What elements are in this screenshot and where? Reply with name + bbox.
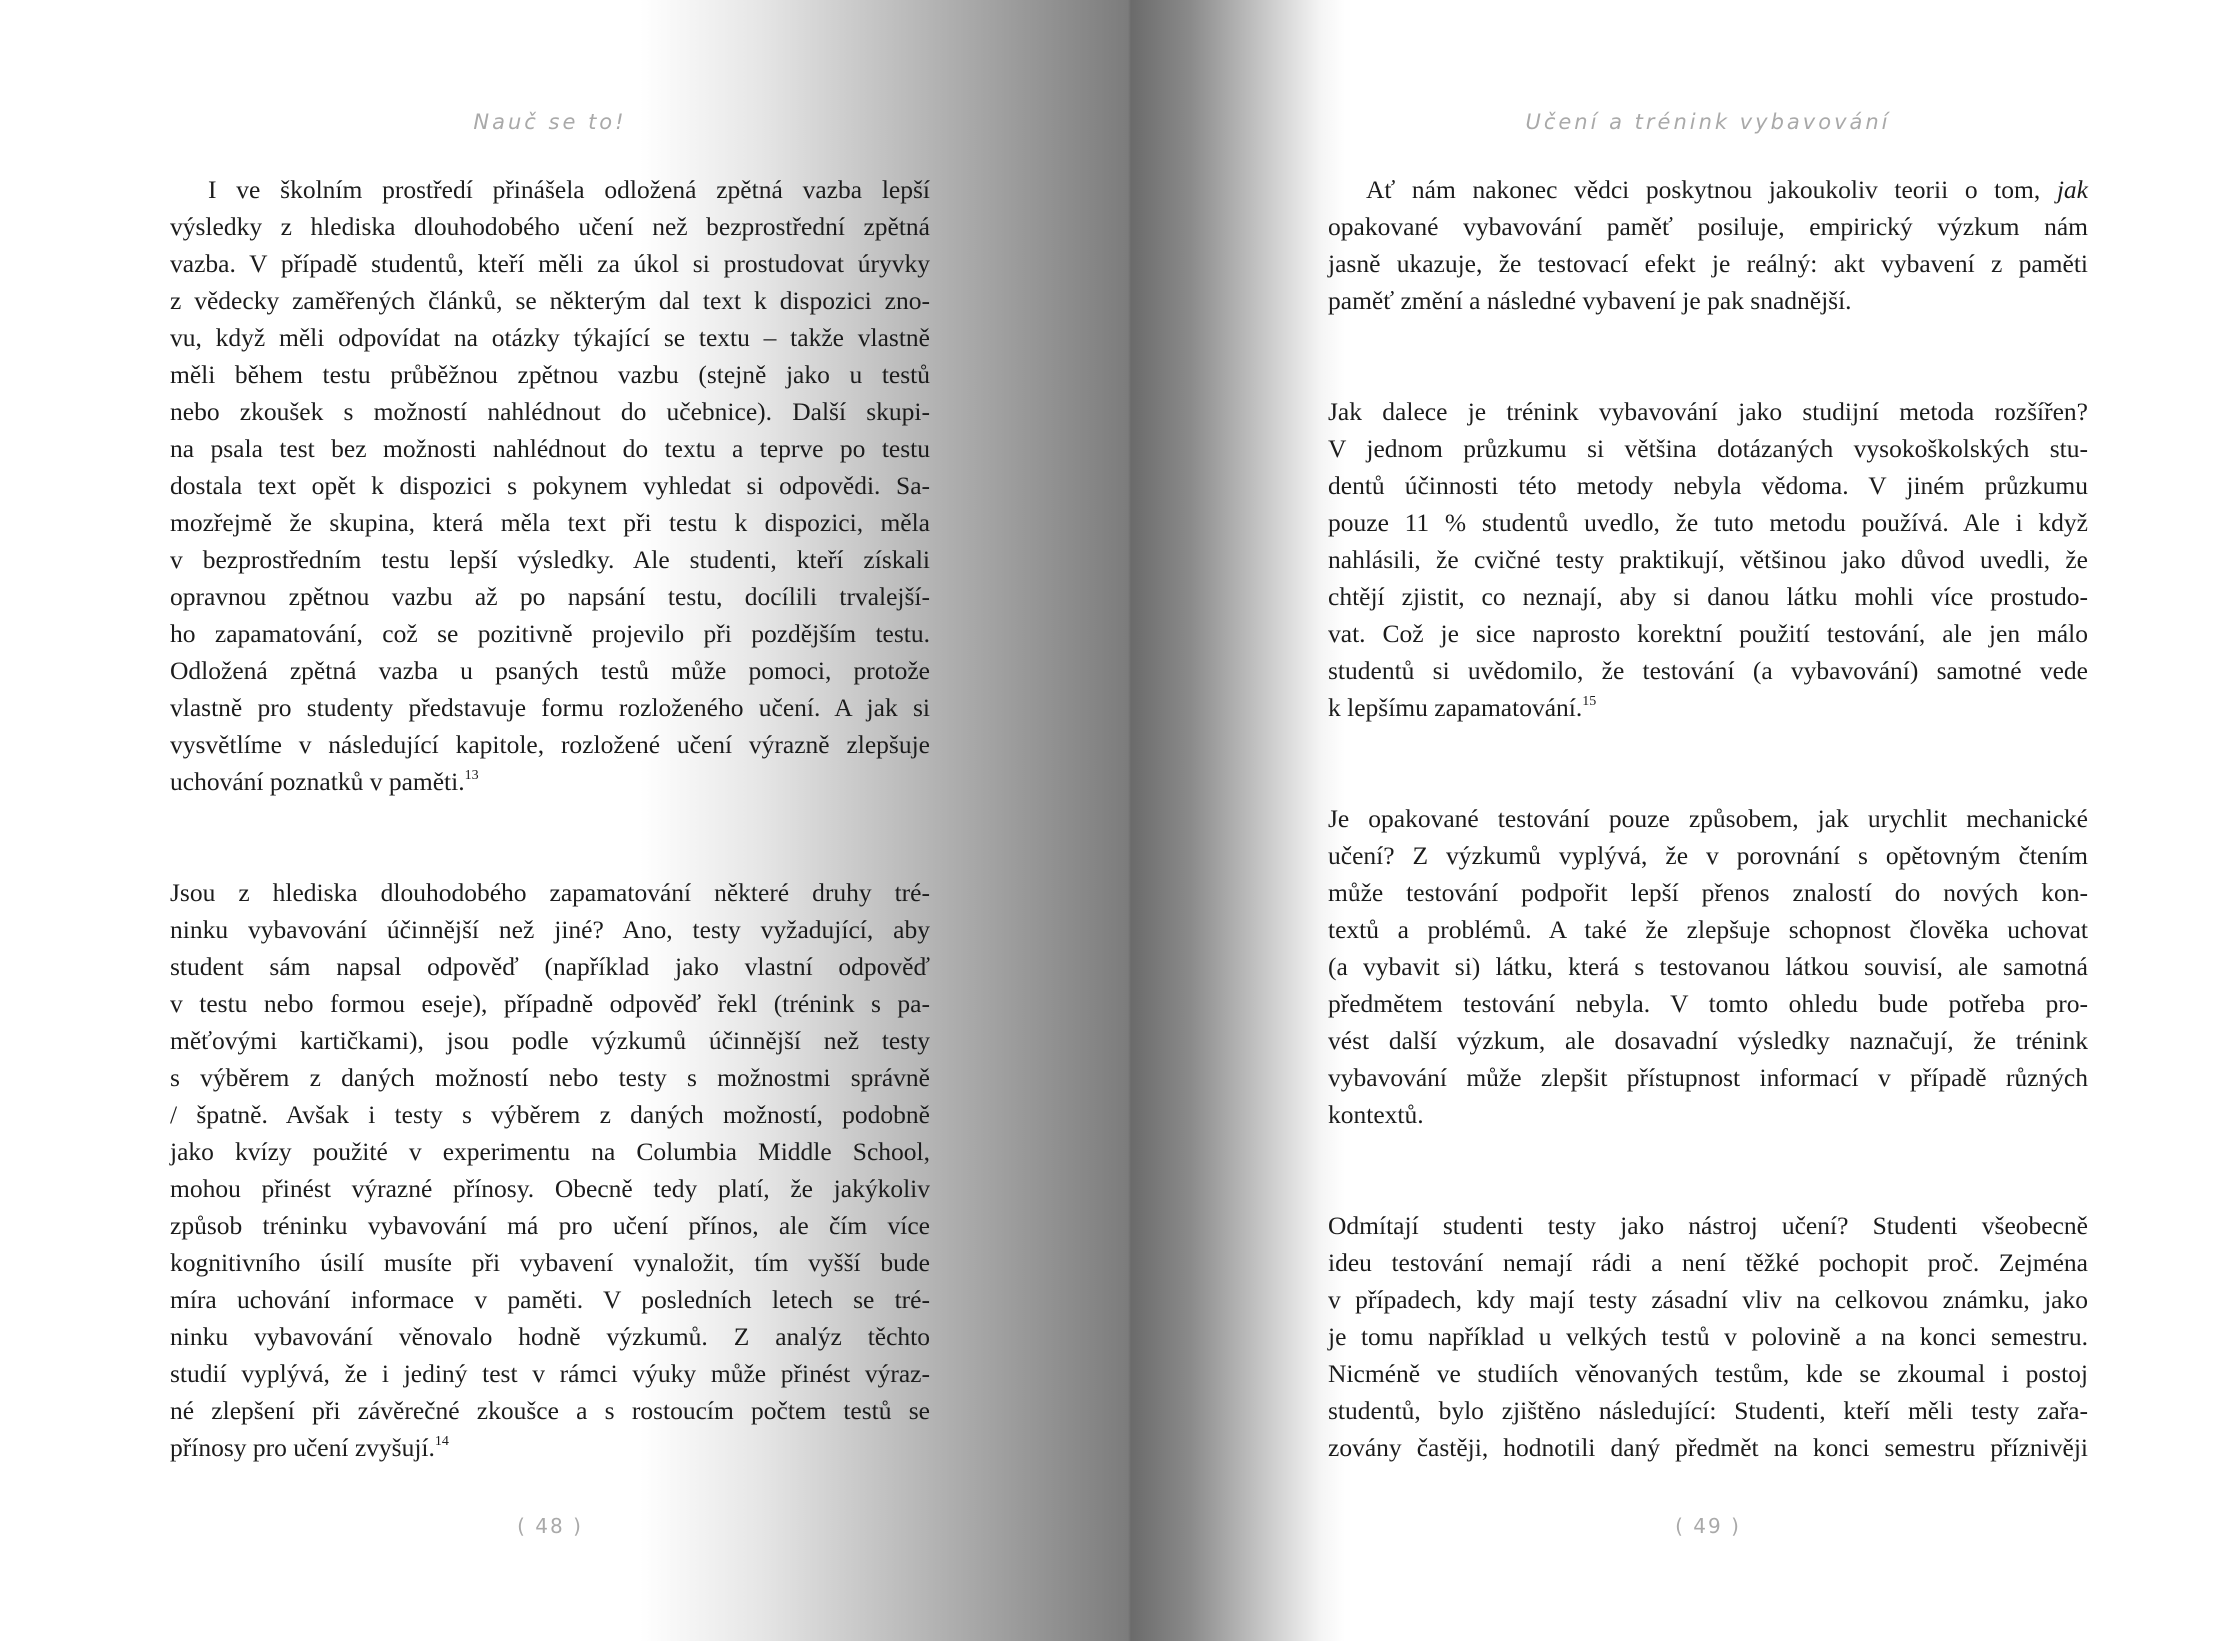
text-line: / špatně. Avšak i testy s výběrem z daných možností, podobně [170,1100,930,1129]
paragraph-gap [170,800,930,837]
text-line: vysvětlíme v následující kapitole, rozložené učení výrazně zlepšuje [170,730,930,759]
text-line: na psala test bez možnosti nahlédnout do textu a teprve po testu [170,434,930,463]
text-line: Nicméně ve studiích věnovaných testům, kde se zkoumal i postoj [1328,1359,2088,1388]
page-body [170,171,930,1466]
paragraph-gap [170,837,930,874]
text-line: může testování podpořit lepší přenos znalostí do nových kon- [1328,878,2088,907]
text-line: ninku vybavování věnovalo hodně výzkumů. Z analýz těchto [170,1322,930,1351]
text-line: učení? Z výzkumů vyplývá, že v porovnání s opětovným čtením [1328,841,2088,870]
paragraph [1328,800,2088,1133]
text-line: (a vybavit si) látku, která s testovanou látkou souvisí, ale samotná [1328,952,2088,981]
paragraph [1328,1207,2088,1466]
footnote-reference: 13 [464,768,479,783]
text-line: chtějí zjistit, co neznají, aby si danou látku mohli více prostudo- [1328,582,2088,611]
text-line: uchování poznatků v paměti.$^{13}$ [170,767,479,796]
text-line: předmětem testování nebyla. V tomto ohledu bude potřeba pro- [1328,989,2088,1018]
running-head: Učení a trénink vybavování [1525,110,1891,134]
text-line: studií vyplývá, že i jediný test v rámci výuky může přinést výraz- [170,1359,930,1388]
italic-emphasis: jak [2056,175,2088,204]
page-body [1328,171,2088,1466]
paragraph [1328,171,2088,319]
text-line: z vědecky zaměřených článků, se některým dal text k dispozici zno- [170,286,930,315]
text-line: nebo zkoušek s možností nahlédnout do učebnice). Další skupi- [170,397,930,426]
text-line: mozřejmě že skupina, která měla text při testu k dispozici, měla [170,508,930,537]
paragraph-gap [1328,726,2088,763]
paragraph-gap [1328,1133,2088,1170]
paragraph [170,171,930,800]
text-line: přínosy pro učení zvyšují.$^{14}$ [170,1433,449,1462]
text-line: jasně ukazuje, že testovací efekt je reálný: akt vybavení z paměti [1328,249,2088,278]
text-line: opravnou zpětnou vazbu až po napsání testu, docílili trvalejší- [170,582,930,611]
text-line: vat. Což je sice naprosto korektní použití testování, ale jen málo [1328,619,2088,648]
text-line: v bezprostředním testu lepší výsledky. Ale studenti, kteří získali [170,545,930,574]
text-line: vlastně pro studenty představuje formu rozloženého učení. A jak si [170,693,930,722]
paragraph-gap [1328,1170,2088,1207]
text-line: nahlásili, že cvičné testy praktikují, většinou jako důvod uvedli, že [1328,545,2088,574]
text-line: Je opakované testování pouze způsobem, jak urychlit mechanické [1328,804,2088,833]
text-line: textů a problémů. A také že zlepšuje schopnost člověka uchovat [1328,915,2088,944]
paragraph-gap [1328,763,2088,800]
text-line: měli během testu průběžnou zpětnou vazbu (stejně jako u testů [170,360,930,389]
text-line: V jednom průzkumu si většina dotázaných vysokoškolských stu- [1328,434,2088,463]
footnote-reference: 15 [1582,694,1597,709]
text-line: vazba. V případě studentů, kteří měli za úkol si prostudovat úryvky [170,249,930,278]
text-line: studentů, bylo zjištěno následující: Studenti, kteří měli testy zařa- [1328,1396,2088,1425]
footnote-reference: 14 [434,1434,449,1449]
text-line: ho zapamatování, což se pozitivně projevilo při pozdějším testu. [170,619,930,648]
text-line: vu, když měli odpovídat na otázky týkající se textu – takže vlastně [170,323,930,352]
text-line: ideu testování nemají rádi a není těžké pochopit proč. Zejména [1328,1248,2088,1277]
text-line: kontextů. [1328,1100,1424,1129]
paragraph [1328,393,2088,726]
right-page [1328,0,2088,1641]
text-line: pouze 11 % studentů uvedlo, že tuto metodu používá. Ale i když [1328,508,2088,537]
text-line: Odložená zpětná vazba u psaných testů může pomoci, protože [170,656,930,685]
text-line: Jak dalece je trénink vybavování jako studijní metoda rozšířen? [1328,397,2088,426]
text-line: dentů účinnosti této metody nebyla vědoma. V jiném průzkumu [1328,471,2088,500]
paragraph [170,874,930,1466]
text-line: zovány častěji, hodnotili daný předmět na konci semestru příznivěji [1328,1433,2088,1462]
text-line: k lepšímu zapamatování.$^{15}$ [1328,693,1597,722]
text-line: Jsou z hlediska dlouhodobého zapamatování některé druhy tré- [170,878,930,907]
left-page [170,0,930,1641]
text-line: způsob tréninku vybavování má pro učení přínos, ale čím více [170,1211,930,1240]
page-number: ( 48 ) [517,1514,583,1538]
running-head: Nauč se to! [473,110,627,134]
text-line: né zlepšení při závěrečné zkoušce a s rostoucím počtem testů se [170,1396,930,1425]
text-line: kognitivního úsilí musíte při vybavení vynaložit, tím vyšší bude [170,1248,930,1277]
text-line: Ať nám nakonec vědci poskytnou jakoukoliv teorii o tom, jak [1366,175,2088,204]
text-line: měťovými kartičkami), jsou podle výzkumů účinnější než testy [170,1026,930,1055]
paragraph-gap [1328,356,2088,393]
text-line: s výběrem z daných možností nebo testy s možnostmi správně [170,1063,930,1092]
text-line: vést další výzkum, ale dosavadní výsledky naznačují, že trénink [1328,1026,2088,1055]
text-line: je tomu například u velkých testů v polovině a na konci semestru. [1328,1322,2088,1351]
text-line: výsledky z hlediska dlouhodobého učení než bezprostřední zpětná [170,212,930,241]
text-line: míra uchování informace v paměti. V posledních letech se tré- [170,1285,930,1314]
text-line: opakované vybavování paměť posiluje, empirický výzkum nám [1328,212,2088,241]
paragraph-gap [1328,319,2088,356]
text-line: mohou přinést výrazné přínosy. Obecně tedy platí, že jakýkoliv [170,1174,930,1203]
text-line: Odmítají studenti testy jako nástroj učení? Studenti všeobecně [1328,1211,2088,1240]
page-number: ( 49 ) [1675,1514,1741,1538]
text-line: vybavování může zlepšit přístupnost informací v případě různých [1328,1063,2088,1092]
text-line: paměť změní a následné vybavení je pak snadnější. [1328,286,1852,315]
text-line: v testu nebo formou eseje), případně odpověď řekl (trénink s pa- [170,989,930,1018]
text-line: jako kvízy použité v experimentu na Columbia Middle School, [170,1137,930,1166]
text-line: student sám napsal odpověď (například jako vlastní odpověď [170,952,930,981]
text-line: I ve školním prostředí přinášela odložená zpětná vazba lepší [208,175,930,204]
text-line: ninku vybavování účinnější než jiné? Ano, testy vyžadující, aby [170,915,930,944]
text-line: dostala text opět k dispozici s pokynem vyhledat si odpovědi. Sa- [170,471,930,500]
text-line: studentů si uvědomilo, že testování (a vybavování) samotné vede [1328,656,2088,685]
text-line: v případech, kdy mají testy zásadní vliv na celkovou známku, jako [1328,1285,2088,1314]
